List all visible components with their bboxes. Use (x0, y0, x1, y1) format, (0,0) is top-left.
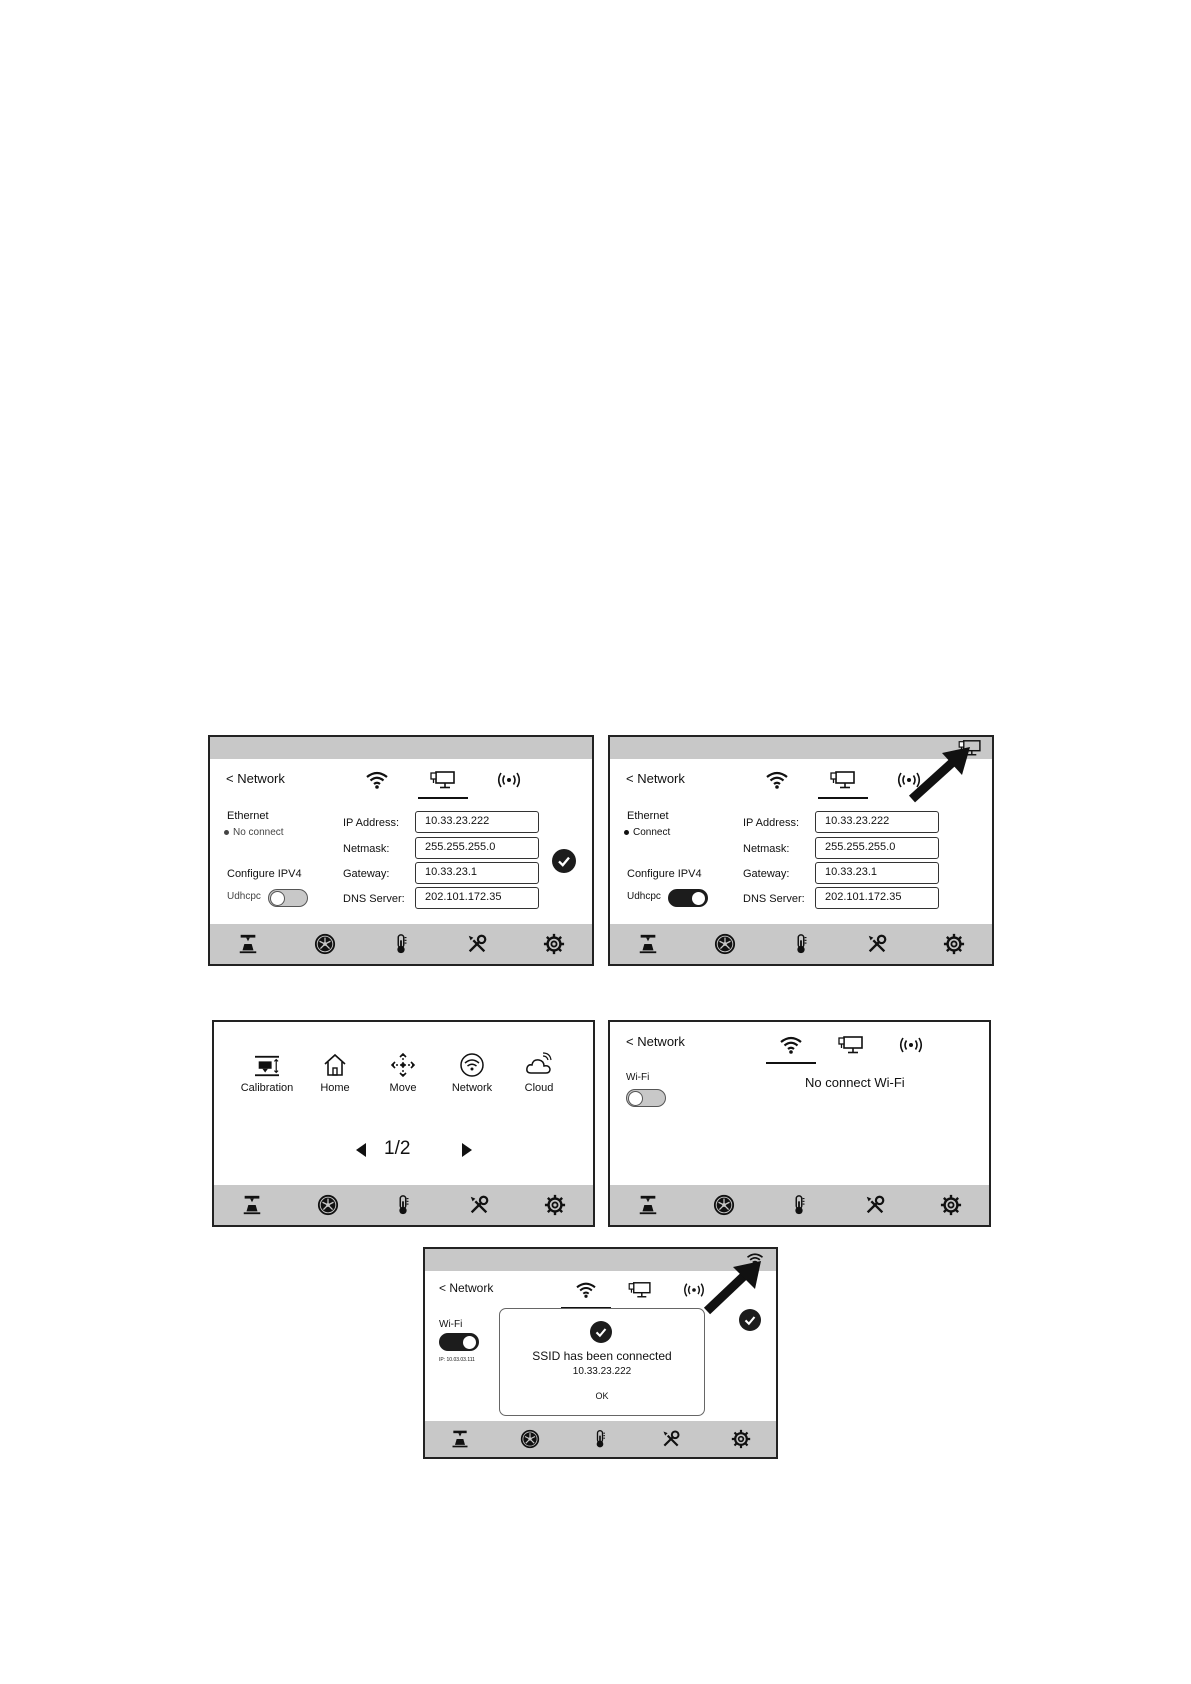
tab-wifi[interactable] (774, 1032, 808, 1058)
menu-item-calibration[interactable] (232, 1052, 302, 1094)
settings-gear-icon[interactable] (541, 1191, 569, 1219)
tools-icon[interactable] (861, 1191, 889, 1219)
tab-ethernet[interactable] (826, 767, 860, 793)
print-icon[interactable] (238, 1191, 266, 1219)
fan-icon[interactable] (710, 1191, 738, 1219)
tab-wifi[interactable] (569, 1277, 603, 1303)
back-to-network-button[interactable]: < Network (226, 771, 285, 786)
thermometer-icon[interactable] (389, 1191, 417, 1219)
dialog-ip: 10.33.23.222 (572, 1366, 632, 1377)
ethernet-label: Ethernet (627, 810, 669, 822)
wifi-screen-connected (423, 1247, 778, 1459)
tab-ethernet[interactable] (834, 1032, 868, 1058)
configure-ipv4-label: Configure IPV4 (627, 868, 702, 880)
ip-address-input[interactable]: 10.33.23.222 (415, 811, 539, 833)
prev-page-icon[interactable] (354, 1142, 368, 1158)
connection-status-text: No connect (233, 827, 284, 838)
pointer-arrow (703, 1259, 769, 1315)
settings-gear-icon[interactable] (940, 930, 968, 958)
thermometer-icon[interactable] (785, 1191, 813, 1219)
print-icon[interactable] (234, 930, 262, 958)
ethernet-monitor-icon (430, 770, 456, 790)
wifi-ip-small: IP: 10.03.03.111 (439, 1357, 475, 1363)
settings-gear-icon[interactable] (937, 1191, 965, 1219)
ip-address-label: IP Address: (743, 817, 800, 829)
wifi-icon (574, 1281, 598, 1299)
tools-icon[interactable] (863, 930, 891, 958)
ethernet-screen-connected (608, 735, 994, 966)
tab-wifi[interactable] (760, 767, 794, 793)
confirm-check-button[interactable] (739, 1309, 761, 1331)
fan-icon[interactable] (314, 1191, 342, 1219)
tab-hotspot[interactable] (492, 767, 526, 793)
connection-status (624, 827, 670, 838)
ethernet-monitor-icon (830, 770, 856, 790)
connection-status (224, 827, 284, 838)
bottom-nav (210, 924, 592, 964)
tools-icon[interactable] (657, 1425, 685, 1453)
wifi-icon (764, 770, 790, 790)
gateway-input[interactable]: 10.33.23.1 (415, 862, 539, 884)
tools-menu-screen (212, 1020, 595, 1227)
tab-ethernet[interactable] (426, 767, 460, 793)
fan-icon[interactable] (516, 1425, 544, 1453)
bottom-nav (425, 1421, 776, 1457)
ok-button[interactable]: OK (595, 1391, 609, 1401)
wifi-screen-off (608, 1020, 991, 1227)
check-icon (741, 1311, 759, 1329)
hotspot-icon (898, 1035, 924, 1055)
back-to-network-button[interactable]: < Network (626, 1034, 685, 1049)
menu-item-label: Move (389, 1082, 417, 1094)
tools-icon[interactable] (465, 1191, 493, 1219)
print-icon[interactable] (634, 930, 662, 958)
status-dot (624, 830, 629, 835)
menu-item-cloud[interactable] (504, 1052, 574, 1094)
dialog-title: SSID has been connected (532, 1349, 672, 1363)
ip-address-label: IP Address: (343, 817, 400, 829)
pointer-arrow (908, 745, 978, 805)
thermometer-icon[interactable] (586, 1425, 614, 1453)
ethernet-screen-disconnected (208, 735, 594, 966)
menu-item-label: Home (320, 1082, 350, 1094)
connected-dialog (499, 1308, 705, 1416)
hotspot-icon (496, 770, 522, 790)
ethernet-monitor-icon (838, 1035, 864, 1055)
print-icon[interactable] (634, 1191, 662, 1219)
wifi-toggle[interactable] (626, 1089, 666, 1107)
fan-icon[interactable] (311, 930, 339, 958)
udhcpc-label: Udhcpc (227, 891, 261, 902)
menu-item-network[interactable] (437, 1052, 507, 1094)
back-to-network-button[interactable]: < Network (626, 771, 685, 786)
home-icon (322, 1052, 348, 1078)
settings-gear-icon[interactable] (540, 930, 568, 958)
netmask-label: Netmask: (743, 843, 790, 855)
check-icon (554, 851, 574, 871)
wifi-toggle[interactable] (439, 1333, 479, 1351)
tab-wifi[interactable] (360, 767, 394, 793)
tab-hotspot[interactable] (677, 1277, 711, 1303)
menu-item-label: Network (451, 1082, 493, 1094)
confirm-check-button[interactable] (552, 849, 576, 873)
netmask-input[interactable]: 255.255.255.0 (815, 837, 939, 859)
dns-server-input[interactable]: 202.101.172.35 (815, 887, 939, 909)
ethernet-monitor-icon (628, 1281, 652, 1299)
udhcpc-toggle[interactable] (668, 889, 708, 907)
wifi-icon (364, 770, 390, 790)
no-connect-message: No connect Wi-Fi (805, 1075, 905, 1090)
tab-ethernet[interactable] (623, 1277, 657, 1303)
success-check-icon (590, 1321, 612, 1343)
bottom-nav (214, 1185, 593, 1225)
menu-item-label: Cloud (524, 1082, 554, 1094)
ip-address-input[interactable]: 10.33.23.222 (815, 811, 939, 833)
menu-item-move[interactable] (368, 1052, 438, 1094)
back-to-network-button[interactable]: < Network (439, 1281, 494, 1295)
page-indicator: 1/2 (384, 1138, 411, 1159)
udhcpc-label: Udhcpc (627, 891, 661, 902)
tab-hotspot[interactable] (894, 1032, 928, 1058)
gateway-input[interactable]: 10.33.23.1 (815, 862, 939, 884)
thermometer-icon[interactable] (387, 930, 415, 958)
netmask-label: Netmask: (343, 843, 390, 855)
wifi-label: Wi-Fi (626, 1072, 650, 1083)
cloud-icon (525, 1052, 553, 1078)
network-icon (459, 1052, 485, 1078)
bottom-nav (610, 924, 992, 964)
netmask-input[interactable]: 255.255.255.0 (415, 837, 539, 859)
dns-server-label: DNS Server: (743, 893, 805, 905)
tools-icon[interactable] (463, 930, 491, 958)
configure-ipv4-label: Configure IPV4 (227, 868, 302, 880)
print-icon[interactable] (446, 1425, 474, 1453)
udhcpc-toggle[interactable] (268, 889, 308, 907)
wifi-icon (778, 1035, 804, 1055)
menu-item-label: Calibration (240, 1082, 294, 1094)
ethernet-label: Ethernet (227, 810, 269, 822)
gateway-label: Gateway: (343, 868, 390, 880)
wifi-label: Wi-Fi (439, 1319, 463, 1330)
next-page-icon[interactable] (460, 1142, 474, 1158)
thermometer-icon[interactable] (787, 930, 815, 958)
bottom-nav (610, 1185, 989, 1225)
status-bar (210, 737, 592, 759)
dns-server-label: DNS Server: (343, 893, 405, 905)
dns-server-input[interactable]: 202.101.172.35 (415, 887, 539, 909)
fan-icon[interactable] (711, 930, 739, 958)
calibration-icon (253, 1054, 281, 1078)
hotspot-icon (682, 1281, 706, 1299)
status-dot (224, 830, 229, 835)
menu-item-home[interactable] (300, 1052, 370, 1094)
connection-status-text: Connect (633, 827, 671, 838)
gateway-label: Gateway: (743, 868, 790, 880)
move-icon (390, 1052, 416, 1078)
settings-gear-icon[interactable] (727, 1425, 755, 1453)
